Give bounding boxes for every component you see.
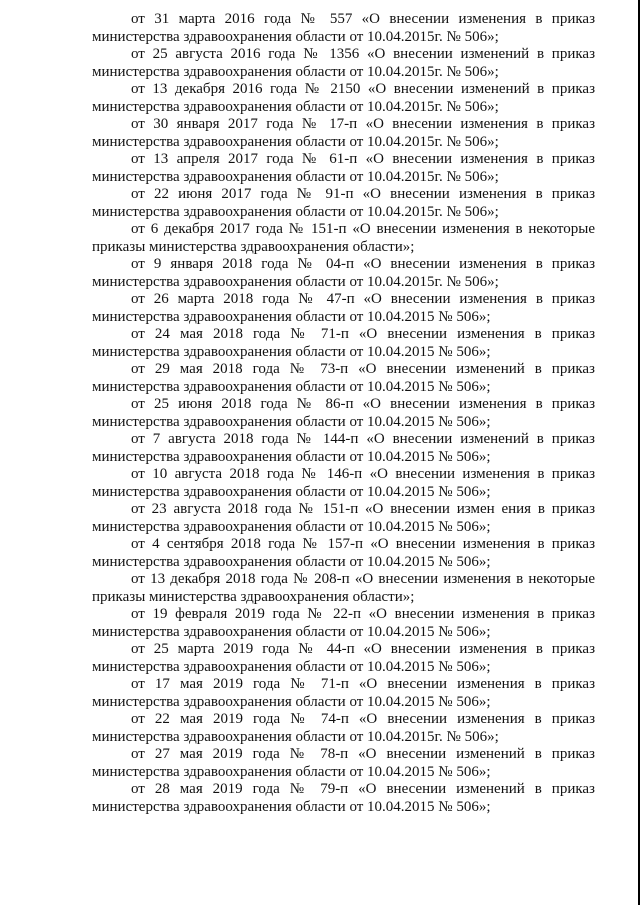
order-list-item	[92, 326, 595, 361]
order-list-item-second-line: министерства здравоохранения области от 10.04.2015 № 506»;	[92, 623, 491, 640]
order-list-item-first-line: от 27 мая 2019 года № 78-п «О внесении изменений в приказ	[131, 746, 595, 762]
order-list-item	[92, 291, 595, 326]
order-list-item-second-line: министерства здравоохранения области от 10.04.2015г. № 506»;	[92, 133, 499, 150]
order-list-item-first-line: от 6 декабря 2017 года № 151-п «О внесении изменения в некоторые	[131, 221, 595, 237]
order-list-item-first-line: от 28 мая 2019 года № 79-п «О внесении изменений в приказ	[131, 781, 595, 797]
order-list-item	[92, 431, 595, 466]
order-list-item-second-line: министерства здравоохранения области от 10.04.2015 № 506»;	[92, 308, 491, 325]
order-list-item-second-line: министерства здравоохранения области от 10.04.2015 № 506»;	[92, 658, 491, 675]
order-list-item-first-line: от 13 декабря 2018 года № 208-п «О внесении изменения в некоторые	[131, 571, 595, 587]
order-list-item	[92, 606, 595, 641]
order-list-item-first-line: от 13 апреля 2017 года № 61-п «О внесении изменения в приказ	[131, 151, 595, 167]
order-list-item-first-line: от 30 января 2017 года № 17-п «О внесении изменения в приказ	[131, 116, 595, 132]
order-list-item-second-line: приказы министерства здравоохранения области»;	[92, 588, 415, 605]
order-list-item-first-line: от 9 января 2018 года № 04-п «О внесении изменения в приказ	[131, 256, 595, 272]
order-list-item	[92, 711, 595, 746]
order-list-item-second-line: министерства здравоохранения области от 10.04.2015 № 506»;	[92, 343, 491, 360]
order-list-item-second-line: министерства здравоохранения области от 10.04.2015 № 506»;	[92, 378, 491, 395]
order-list-item-second-line: министерства здравоохранения области от 10.04.2015 № 506»;	[92, 693, 491, 710]
order-list-item	[92, 361, 595, 396]
order-list-item-second-line: министерства здравоохранения области от 10.04.2015 № 506»;	[92, 448, 491, 465]
order-list-item	[92, 221, 595, 256]
order-list-item-second-line: министерства здравоохранения области от 10.04.2015г. № 506»;	[92, 168, 499, 185]
order-list-item-first-line: от 22 мая 2019 года № 74-п «О внесении изменения в приказ	[131, 711, 595, 727]
order-list-item-second-line: министерства здравоохранения области от 10.04.2015г. № 506»;	[92, 728, 499, 745]
order-list-item	[92, 116, 595, 151]
order-list-item	[92, 746, 595, 781]
order-list-item	[92, 396, 595, 431]
order-list-item-first-line: от 31 марта 2016 года № 557 «О внесении изменения в приказ	[131, 11, 595, 27]
order-list-item	[92, 151, 595, 186]
order-list-item-first-line: от 17 мая 2019 года № 71-п «О внесении изменения в приказ	[131, 676, 595, 692]
order-list-item	[92, 46, 595, 81]
order-list-item	[92, 781, 595, 816]
order-list-item-first-line: от 25 марта 2019 года № 44-п «О внесении изменения в приказ	[131, 641, 595, 657]
order-list-item-second-line: министерства здравоохранения области от 10.04.2015г. № 506»;	[92, 273, 499, 290]
order-list-item-first-line: от 25 июня 2018 года № 86-п «О внесении изменения в приказ	[131, 396, 595, 412]
order-list-item-first-line: от 4 сентября 2018 года № 157-п «О внесении изменения в приказ	[131, 536, 595, 552]
order-list-item-first-line: от 7 августа 2018 года № 144-п «О внесении изменений в приказ	[131, 431, 595, 447]
document-text-block	[92, 11, 595, 816]
order-list-item	[92, 676, 595, 711]
order-list-item-first-line: от 26 марта 2018 года № 47-п «О внесении изменения в приказ	[131, 291, 595, 307]
order-list-item-first-line: от 19 февраля 2019 года № 22-п «О внесении изменения в приказ	[131, 606, 595, 622]
order-list-item-second-line: министерства здравоохранения области от 10.04.2015 № 506»;	[92, 518, 491, 535]
order-list-item-first-line: от 23 августа 2018 года № 151-п «О внесении измен ения в приказ	[131, 501, 595, 517]
order-list-item-first-line: от 29 мая 2018 года № 73-п «О внесении изменений в приказ	[131, 361, 595, 377]
order-list-item-first-line: от 25 августа 2016 года № 1356 «О внесении изменений в приказ	[131, 46, 595, 62]
order-list-item-second-line: министерства здравоохранения области от 10.04.2015г. № 506»;	[92, 63, 499, 80]
order-list-item-second-line: министерства здравоохранения области от 10.04.2015 № 506»;	[92, 553, 491, 570]
order-list-item	[92, 641, 595, 676]
order-list-item-second-line: министерства здравоохранения области от 10.04.2015г. № 506»;	[92, 203, 499, 220]
order-list-item-first-line: от 24 мая 2018 года № 71-п «О внесении изменения в приказ	[131, 326, 595, 342]
order-list-item	[92, 81, 595, 116]
order-list-item	[92, 186, 595, 221]
order-list-item-first-line: от 10 августа 2018 года № 146-п «О внесении изменения в приказ	[131, 466, 595, 482]
order-list-item	[92, 11, 595, 46]
order-list-item-second-line: министерства здравоохранения области от 10.04.2015г. № 506»;	[92, 28, 499, 45]
order-list-item-first-line: от 13 декабря 2016 года № 2150 «О внесении изменений в приказ	[131, 81, 595, 97]
order-list-item-first-line: от 22 июня 2017 года № 91-п «О внесении изменения в приказ	[131, 186, 595, 202]
order-list-item-second-line: министерства здравоохранения области от 10.04.2015 № 506»;	[92, 483, 491, 500]
order-list-item-second-line: министерства здравоохранения области от 10.04.2015г. № 506»;	[92, 98, 499, 115]
order-list-item	[92, 466, 595, 501]
order-list-item-second-line: министерства здравоохранения области от 10.04.2015 № 506»;	[92, 798, 491, 815]
order-list-item	[92, 571, 595, 606]
order-list-item-second-line: приказы министерства здравоохранения области»;	[92, 238, 415, 255]
order-list-item-second-line: министерства здравоохранения области от 10.04.2015 № 506»;	[92, 763, 491, 780]
order-list-item	[92, 536, 595, 571]
order-list-item-second-line: министерства здравоохранения области от 10.04.2015 № 506»;	[92, 413, 491, 430]
order-list-item	[92, 501, 595, 536]
order-list-item	[92, 256, 595, 291]
